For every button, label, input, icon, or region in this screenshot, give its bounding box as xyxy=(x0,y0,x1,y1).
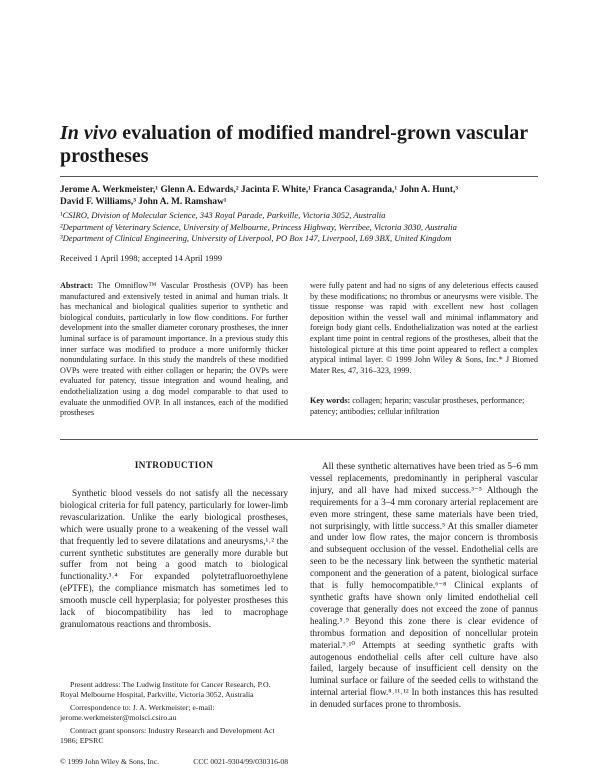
authors-line-1: Jerome A. Werkmeister,¹ Glenn A. Edwards,² Jacinta F. White,¹ Franca Casagranda,¹ John A. Hunt,³ xyxy=(60,185,459,195)
affiliation-3: ³Department of Clinical Engineering, University of Liverpool, PO Box 147, Liverpool, L69 3BX, United Kingdom xyxy=(60,233,452,243)
copyright-line: © 1999 John Wiley & Sons, Inc. xyxy=(60,757,159,766)
intro-right-column xyxy=(310,461,538,711)
footnote-correspondence: Correspondence to: J. A. Werkmeister; e-mail: jerome.werkmeister@molsci.csiro.au xyxy=(60,703,215,722)
affiliations xyxy=(60,210,538,245)
footnote-grant: Contract grant sponsors: Industry Research and Development Act 1986; EPSRC xyxy=(60,726,275,745)
footnotes xyxy=(60,680,288,749)
authors-line-2: David F. Williams,³ John A. M. Ramshaw¹ xyxy=(60,197,227,207)
affiliation-1: ¹CSIRO, Division of Molecular Science, 343 Royal Parade, Parkville, Victoria 3052, Australia xyxy=(60,210,386,220)
abstract-left-column xyxy=(60,281,288,419)
intro-left-column xyxy=(60,488,288,631)
keywords-text: collagen; heparin; vascular prostheses, performance; patency; antibodies; cellular infiltration xyxy=(310,396,525,416)
ccc-code: CCC 0021-9304/99/030316-08 xyxy=(193,757,288,766)
article-title xyxy=(60,122,540,168)
title-rest: evaluation of modified mandrel-grown vascular prostheses xyxy=(60,122,528,167)
footnote-present-address: Present address: The Ludwig Institute for Cancer Research, P.O. Royal Melbourne Hospital, Parkville, Victoria 3052, Australia xyxy=(60,680,271,699)
section-heading: INTRODUCTION xyxy=(134,461,214,471)
abstract-label: Abstract: xyxy=(60,281,94,290)
intro-paragraph-2: All these synthetic alternatives have been tried as 5–6 mm vessel replacements, predominantly in peripheral vascular injury, and all have had mixed success.³⁻⁵ Although the requirements for a 3–4 mm coronary arterial replacement are even more stringent, these same materials have been tried, not surprisingly, with little success.⁵ At this smaller diameter and under low flow rates, the major concern is thrombosis and subsequent occlusion of the vessel. Endothelial cells are seen to be the necessary link between the synthetic material component and the generation of a patent, biological surface that is fully hemocompatible.⁶⁻⁸ Clinical explants of synthetic grafts have shown only limited endothelial cell coverage that generally does not exceed the zone of pannus healing.⁵˒⁹ Beyond this zone there is clear evidence of thrombus formation and deposition of noncellular protein material.⁹˒¹⁰ Attempts at seeding synthetic grafts with autogenous endothelial cells after cell culture have also failed, largely because of insufficient cell density on the luminal surface or failure of the seeded cells to withstand the internal arterial flow.⁸˒¹¹˒¹² In both instances this has resulted in denuded surfaces prone to thrombosis. xyxy=(310,461,538,710)
title-italic: In vivo xyxy=(60,122,118,144)
author-list xyxy=(60,184,538,208)
title-rule xyxy=(60,176,538,177)
received-dates: Received 1 April 1998; accepted 14 April 1999 xyxy=(60,253,223,263)
keywords-label: Key words: xyxy=(310,396,351,405)
page-footer xyxy=(60,757,288,766)
affiliation-2: ²Department of Veterinary Science, University of Melbourne, Princess Highway, Werribee, Victoria 3030, Australia xyxy=(60,221,457,232)
intro-paragraph-1: Synthetic blood vessels do not satisfy all the necessary biological criteria for full patency, particularly for lower-limb revascularization. Unlike the early biological prostheses, which were usually prone to a weakening of the vessel wall that frequently led to severe dilatations and aneurysms,¹˒² the current synthetic substitutes are generally more durable but suffer from not being a good match to biological functionality.³˒⁴ For expanded polytetrafluoroethylene (ePTFE), the compliance mismatch has sometimes led to smooth muscle cell hyperplasia; for polyester prostheses this lack of biocompatibility has led to macrophage granulomatous reactions and thrombosis. xyxy=(60,488,288,629)
keywords xyxy=(310,396,538,417)
abstract-right-column xyxy=(310,281,538,376)
abstract-rule xyxy=(60,439,538,440)
abstract-text-left: The Omniflow™ Vascular Prosthesis (OVP) has been manufactured and extensively tested in animal and human trials. It has mechanical and biological qualities superior to synthetic and biological conduits, particularly in low flow conditions. For further development into the smaller diameter coronary prostheses, the inner luminal surface is of paramount importance. In a previous study this inner surface was modified to produce a more uniformly thicker nonundulating surface. In this study the mandrels of these modified OVPs were treated with either collagen or heparin; the OVPs were evaluated for patency, tissue integration and wound healing, and endothelialization using a dog model comparable to that used to evaluate the unmodified OVP. In all instances, each of the modified prostheses xyxy=(60,281,288,418)
abstract-text-right: were fully patent and had no signs of any deleterious effects caused by these modifications; no thrombus or aneurysms were visible. The tissue response was rapid with excellent new host collagen deposition within the vessel wall and minimal inflammatory and foreign body giant cells. Endothelialization was noted at the earliest explant time point in central regions of the prostheses, albeit that the histological picture at this time point appeared to reflect a complex atypical intimal layer. © 1999 John Wiley & Sons, Inc.* J Biomed Mater Res, 47, 316–323, 1999. xyxy=(310,281,538,375)
